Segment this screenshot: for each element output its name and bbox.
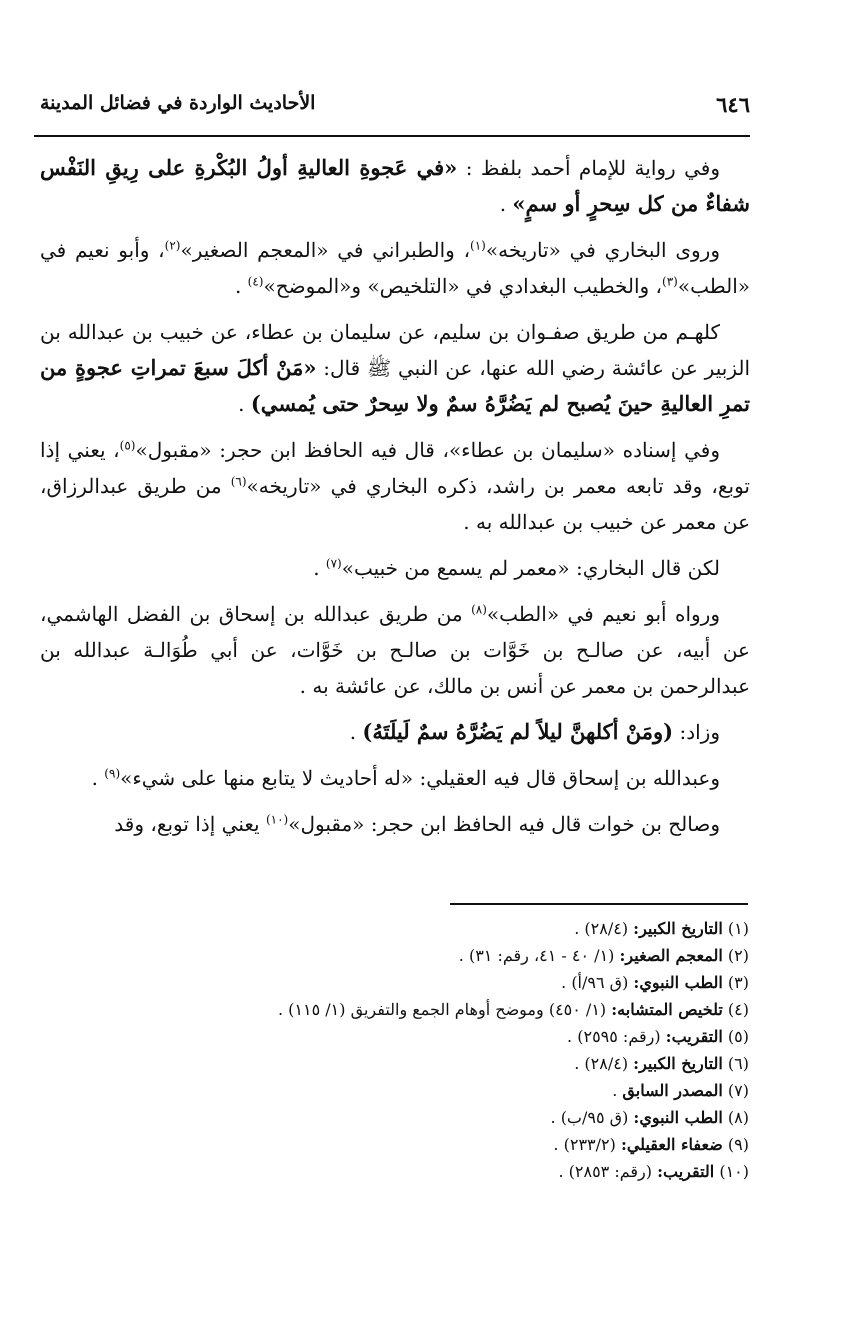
footnote <box>109 1050 749 1077</box>
paragraph-text: . <box>499 192 513 216</box>
paragraph-1 <box>40 150 750 222</box>
paragraph-text: . <box>234 274 248 298</box>
footnote <box>109 1104 749 1131</box>
footnote-detail: (١/ ٤٥٠) وموضح أوهام الجمع والتفريق (١/ ١١٥) . <box>277 1000 612 1019</box>
paragraph-text: وزاد: <box>673 720 720 744</box>
footnotes <box>109 915 749 1185</box>
hadith-quote: «في عَجوةِ العاليةِ أولُ البُكْرةِ على رِيقِ النَفْس شفاءٌ من كل سِحرٍ أو سمٍ» <box>40 155 750 216</box>
footnote-number: (١٠) <box>719 1162 749 1181</box>
page-number: ٦٤٦ <box>716 92 750 117</box>
footnote <box>109 969 749 996</box>
footnote-number: (٢) <box>727 946 749 965</box>
hadith-quote: (ومَنْ أكلهنَّ ليلاً لم يَضُرَّهُ سمٌ لَيلَتَهُ) <box>362 719 674 744</box>
running-title: الأحاديث الواردة في فضائل المدينة <box>40 92 316 114</box>
footnote-ref[interactable]: (١٠) <box>265 812 289 827</box>
paragraph-text: وعبدالله بن إسحاق قال فيه العقيلي: «له أحاديث لا يتابع منها على شيء» <box>120 766 720 790</box>
paragraph-4 <box>40 432 750 540</box>
footnote-number: (٣) <box>727 973 749 992</box>
paragraph-text: من طريق عبدالرزاق، عن معمر عن خبيب بن عبدالله به . <box>40 474 750 534</box>
footnote-ref[interactable]: (٨) <box>471 602 487 617</box>
paragraph-5 <box>40 550 750 586</box>
footnote <box>109 942 749 969</box>
footnote-ref[interactable]: (١) <box>470 238 486 253</box>
footnote-source: التاريخ الكبير: <box>633 919 723 938</box>
footnote-source: التاريخ الكبير: <box>633 1054 723 1073</box>
paragraph-text: كلهـم من طريق صفـوان بن سليم، عن سليمان بن عطاء، عن خبيب بن عبدالله بن الزبير عن عائشة رضي الله عنها، عن النبي ﷺ قال: <box>40 320 751 380</box>
footnote-source: ضعفاء العقيلي: <box>620 1135 723 1154</box>
main-text <box>40 150 750 852</box>
paragraph-text: ، والطبراني في «المعجم الصغير» <box>180 238 471 262</box>
paragraph-text: . <box>349 720 363 744</box>
footnote <box>109 996 749 1023</box>
footnote-source: المصدر السابق <box>622 1081 723 1100</box>
footnote-rule <box>450 903 748 905</box>
footnote-ref[interactable]: (٥) <box>119 438 136 453</box>
footnote-number: (٤) <box>727 1000 749 1019</box>
footnote-detail: (رقم: ٢٥٩٥) . <box>567 1027 666 1046</box>
paragraph-text: يعني إذا توبع، وقد <box>114 812 266 836</box>
footnote-number: (٨) <box>727 1108 749 1127</box>
footnote-detail: (ق ٩٥/ب) . <box>550 1108 634 1127</box>
paragraph-text: . <box>313 556 326 580</box>
footnote-ref[interactable]: (٦) <box>230 474 247 489</box>
footnote-ref[interactable]: (٩) <box>104 766 121 781</box>
paragraph-text: لكن قال البخاري: «معمر لم يسمع من خبيب» <box>341 556 720 580</box>
footnote-detail: (١/ ٤٠ - ٤١، رقم: ٣١) . <box>458 946 620 965</box>
paragraph-text: . <box>238 392 251 416</box>
footnote <box>109 915 749 942</box>
footnote-detail: (٢٨/٤) . <box>574 919 634 938</box>
footnote-number: (١) <box>727 919 749 938</box>
paragraph-text: . <box>91 766 105 790</box>
footnote-number: (٦) <box>727 1054 749 1073</box>
paragraph-text: من طريق عبدالله بن إسحاق بن الفضل الهاشمي، عن أبيه، عن صالـح بن خَوَّات بن صالـح بن خَوَّات، عن أبي طُوَالـة عبدالله بن عبدالرحمن بن معمر عن أنس بن مالك، عن عائشة به . <box>40 602 750 698</box>
paragraph-2 <box>40 232 750 304</box>
footnote-ref[interactable]: (٢) <box>164 238 181 253</box>
footnote <box>109 1131 749 1158</box>
footnote-source: المعجم الصغير: <box>619 946 723 965</box>
footnote <box>109 1158 749 1185</box>
footnote-detail: (٢٨/٤) . <box>574 1054 634 1073</box>
paragraph-text: وروى البخاري في «تاريخه» <box>485 238 720 262</box>
paragraph-text: وفي رواية للإمام أحمد بلفظ : <box>457 156 721 180</box>
paragraph-text: ورواه أبو نعيم في «الطب» <box>486 602 720 626</box>
footnote-ref[interactable]: (٣) <box>662 274 678 289</box>
footnote-number: (٩) <box>727 1135 749 1154</box>
paragraph-9 <box>40 806 750 842</box>
footnote-number: (٧) <box>727 1081 749 1100</box>
footnote-ref[interactable]: (٧) <box>325 556 342 571</box>
paragraph-7 <box>40 714 750 750</box>
footnote-detail: (٢٣٣/٢) . <box>553 1135 621 1154</box>
paragraph-8 <box>40 760 750 796</box>
header-rule <box>34 135 750 137</box>
paragraph-text: ، والخطيب البغدادي في «التلخيص» و«الموضح» <box>263 274 662 298</box>
footnote-ref[interactable]: (٤) <box>247 274 264 289</box>
footnote-detail: (ق ٩٦/أ) . <box>561 973 634 992</box>
footnote-source: تلخيص المتشابه: <box>611 1000 723 1019</box>
footnote-number: (٥) <box>727 1027 749 1046</box>
footnote-source: التقريب: <box>657 1162 715 1181</box>
footnote-detail: (رقم: ٢٨٥٣) . <box>558 1162 658 1181</box>
paragraph-6 <box>40 596 750 704</box>
footnote-source: الطب النبوي: <box>633 973 723 992</box>
paragraph-text: وفي إسناده «سليمان بن عطاء»، قال فيه الحافظ ابن حجر: «مقبول» <box>135 438 721 462</box>
running-header <box>40 90 750 124</box>
footnote-source: التقريب: <box>665 1027 723 1046</box>
paragraph-text: ، يعني إذا توبع، وقد تابعه معمر بن راشد، ذكره البخاري في «تاريخه» <box>40 438 750 498</box>
footnote <box>109 1077 749 1104</box>
hadith-quote: «مَنْ أكلَ سبعَ تمراتِ عجوةٍ من تمرِ العاليةِ حينَ يُصبح لم يَضُرَّهُ سمٌ ولا سِحرٌ حتى يُمسي) <box>40 355 750 416</box>
paragraph-text: وصالح بن خوات قال فيه الحافظ ابن حجر: «مقبول» <box>288 812 720 836</box>
paragraph-3 <box>40 314 750 422</box>
footnote-source: الطب النبوي: <box>633 1108 723 1127</box>
paragraph-text: ، وأبو نعيم في «الطب» <box>40 238 750 298</box>
footnote-detail: . <box>612 1081 623 1100</box>
footnote <box>109 1023 749 1050</box>
